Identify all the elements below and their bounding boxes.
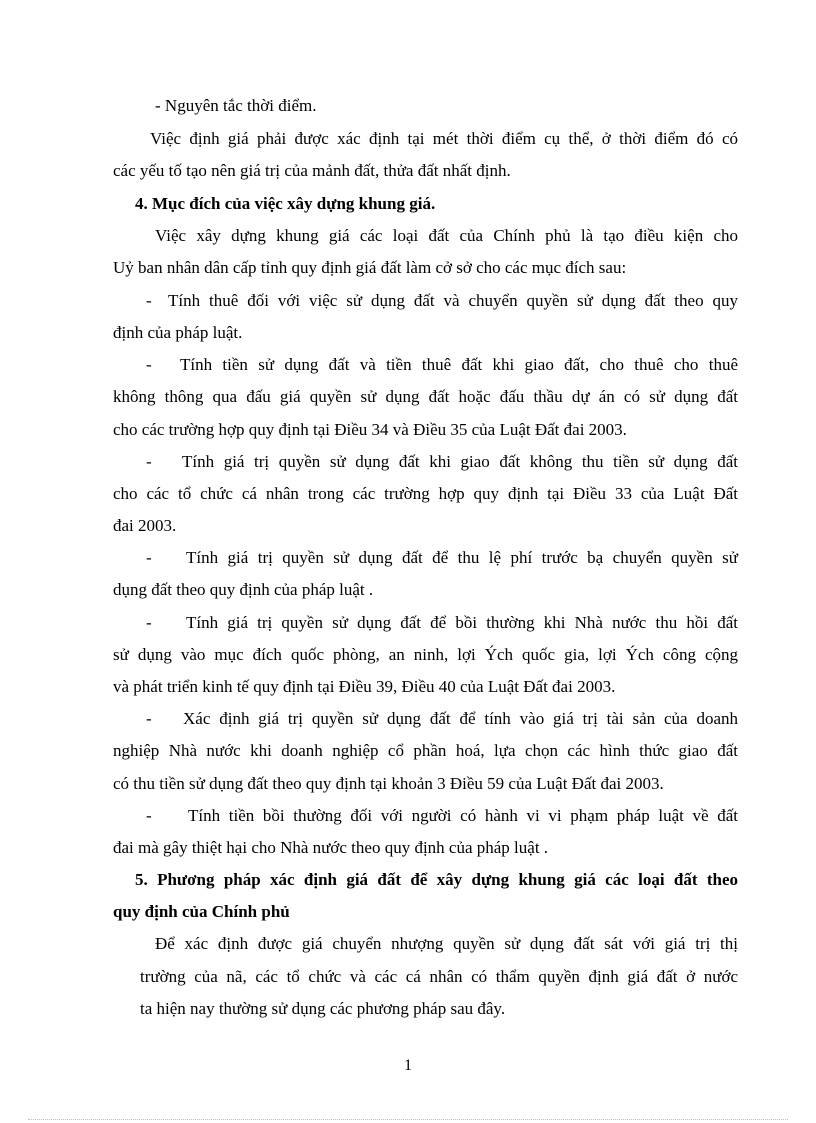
bullet-dash: - <box>146 291 152 310</box>
list-item-line: Tính giá trị quyền sử dụng đất để thu lệ phí trước bạ chuyển quyền sử <box>186 548 738 567</box>
list-item-line: định của pháp luật. <box>113 323 243 342</box>
list-item-principle: - Nguyên tắc thời điểm. <box>155 96 317 115</box>
bullet-dash: - <box>146 452 152 471</box>
list-item-line: sử dụng vào mục đích quốc phòng, an ninh, lợi Ých quốc gia, lợi Ých công cộng <box>113 645 738 664</box>
bullet-dash: - <box>146 806 152 825</box>
section-heading-5: 5. Phương pháp xác định giá đất để xây dựng khung giá các loại đất theo <box>135 870 738 889</box>
paragraph-line: ta hiện nay thường sử dụng các phương pháp sau đây. <box>140 999 506 1018</box>
list-item-line: cho các trường hợp quy định tại Điều 34 và Điều 35 của Luật Đất đai 2003. <box>113 420 627 439</box>
list-item-line: nghiệp Nhà nước khi doanh nghiệp cổ phần hoá, lựa chọn các hình thức giao đất <box>113 741 738 760</box>
paragraph-line: Việc xây dựng khung giá các loại đất của Chính phủ là tạo điều kiện cho <box>155 226 738 245</box>
paragraph-line: Việc định giá phải được xác định tại mét thời điểm cụ thể, ở thời điểm đó có <box>150 129 738 148</box>
section-heading-5-cont: quy định của Chính phủ <box>113 902 290 921</box>
list-item-line: dụng đất theo quy định của pháp luật . <box>113 580 374 599</box>
list-item-line: Xác định giá trị quyền sử dụng đất để tính vào giá trị tài sản của doanh <box>183 709 738 728</box>
paragraph-line: Để xác định được giá chuyển nhượng quyền sử dụng đất sát với giá trị thị <box>155 934 738 953</box>
paragraph-line: Uỷ ban nhân dân cấp tỉnh quy định giá đất làm cở sở cho các mục đích sau: <box>113 258 627 277</box>
list-item-line: có thu tiền sử dụng đất theo quy định tại khoản 3 Điều 59 của Luật Đất đai 2003. <box>113 774 664 793</box>
bullet-dash: - <box>146 709 152 728</box>
paragraph-line: trường của nã, các tổ chức và các cá nhân có thẩm quyền định giá đất ở nước <box>140 967 738 986</box>
list-item-line: Tính giá trị quyền sử dụng đất để bồi thường khi Nhà nước thu hồi đất <box>186 613 738 632</box>
list-item-line: cho các tổ chức cá nhân trong các trường hợp quy định tại Điều 33 của Luật Đất <box>113 484 738 503</box>
list-item-line: đai 2003. <box>113 516 177 535</box>
list-item-line: và phát triển kinh tế quy định tại Điều 39, Điều 40 của Luật Đất đai 2003. <box>113 677 616 696</box>
page-edge-divider <box>28 1119 788 1120</box>
list-item-line: Tính giá trị quyền sử dụng đất khi giao đất không thu tiền sử dụng đất <box>182 452 738 471</box>
paragraph-line: các yếu tố tạo nên giá trị của mảnh đất, thửa đất nhất định. <box>113 161 511 180</box>
list-item-line: không thông qua đấu giá quyền sử dụng đất hoặc đấu thầu dự án có sử dụng đất <box>113 387 738 406</box>
list-item-line: Tính thuê đối với việc sử dụng đất và chuyển quyền sử dụng đất theo quy <box>168 291 738 310</box>
bullet-dash: - <box>146 548 152 567</box>
list-item-line: đai mà gây thiệt hại cho Nhà nước theo quy định của pháp luật . <box>113 838 549 857</box>
list-item-line: Tính tiền sử dụng đất và tiền thuê đất khi giao đất, cho thuê cho thuê <box>180 355 738 374</box>
bullet-dash: - <box>146 613 152 632</box>
section-heading-4: 4. Mục đích của việc xây dựng khung giá. <box>135 194 436 213</box>
bullet-dash: - <box>146 355 152 374</box>
list-item-line: Tính tiền bồi thường đối với người có hành vi vi phạm pháp luật về đất <box>188 806 738 825</box>
page-number: 1 <box>404 1057 412 1074</box>
